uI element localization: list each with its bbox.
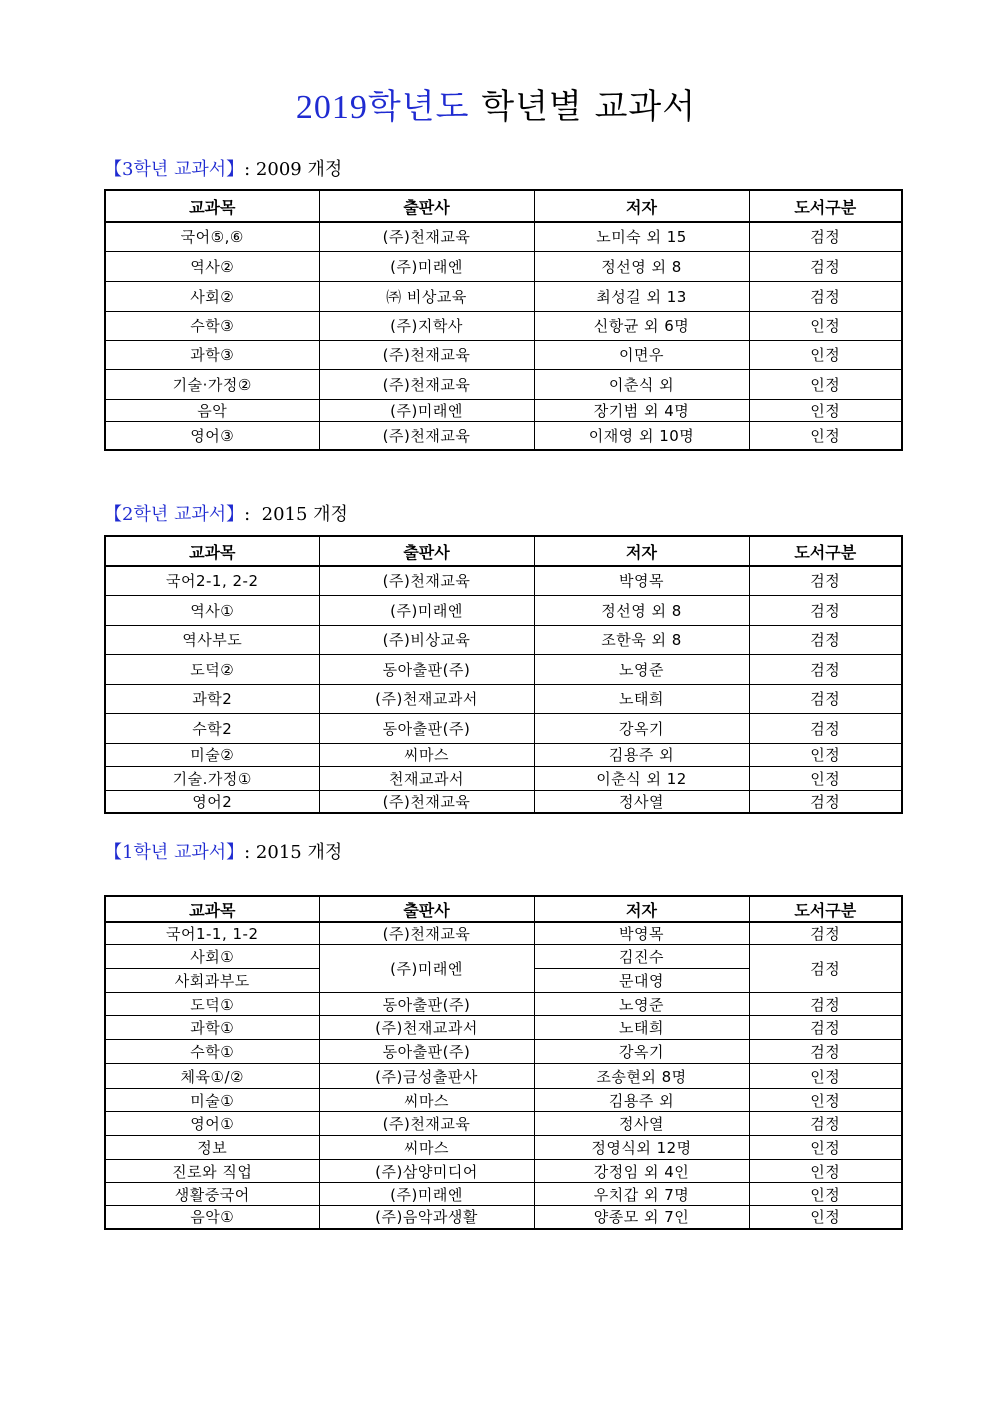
cell-publisher: (주)천재교육: [319, 340, 534, 369]
table-row: [105, 625, 902, 654]
cell-publisher: 천재교과서: [319, 766, 534, 790]
cell-author: 장기범 외 4명: [534, 399, 749, 421]
cell-subject: 과학2: [105, 684, 319, 713]
cell-publisher: (주)천재교육: [319, 790, 534, 813]
cell-author: 조한욱 외 8: [534, 625, 749, 654]
cell-publisher: (주)천재교육: [319, 922, 534, 945]
header-author: 저자: [534, 896, 749, 922]
cell-author: 김용주 외: [534, 1089, 749, 1112]
section-label: 【3학년 교과서】: [104, 159, 245, 180]
title-text: 학년별 교과서: [481, 87, 697, 127]
cell-publisher: 씨마스: [319, 1136, 534, 1160]
cell-subject: 음악①: [105, 1206, 319, 1229]
cell-publisher: 동아출판(주): [319, 1040, 534, 1064]
table-header-row: [105, 190, 902, 222]
section-heading-grade1: [104, 840, 342, 866]
cell-subject: 역사부도: [105, 625, 319, 654]
table-row: [105, 1160, 902, 1183]
table-row: [105, 766, 902, 790]
table-row: [105, 993, 902, 1016]
cell-publisher: ㈜ 비상교육: [319, 281, 534, 311]
cell-subject: 과학①: [105, 1016, 319, 1040]
cell-author: 이춘식 외: [534, 369, 749, 399]
cell-author: 김용주 외: [534, 743, 749, 766]
table-row: [105, 340, 902, 369]
table-row: [105, 1112, 902, 1136]
cell-category: 인정: [749, 1160, 902, 1183]
cell-subject: 국어2-1, 2-2: [105, 566, 319, 595]
table-header-row: [105, 536, 902, 566]
title-year: 2019학년도: [295, 89, 470, 126]
cell-publisher: (주)지학사: [319, 311, 534, 340]
cell-category: 검정: [749, 1112, 902, 1136]
cell-publisher: (주)금성출판사: [319, 1064, 534, 1089]
cell-category: 검정: [749, 566, 902, 595]
cell-subject: 역사②: [105, 251, 319, 281]
table-row: [105, 1089, 902, 1112]
cell-category: 검정: [749, 684, 902, 713]
cell-category: 검정: [749, 1016, 902, 1040]
cell-author: 강옥기: [534, 1040, 749, 1064]
cell-subject: 도덕②: [105, 654, 319, 684]
cell-category: 검정: [749, 625, 902, 654]
table-row: [105, 945, 902, 969]
section-label: 【1학년 교과서】: [104, 842, 245, 863]
cell-subject: 기술.가정①: [105, 766, 319, 790]
cell-author: 노태희: [534, 684, 749, 713]
cell-publisher: (주)미래엔: [319, 251, 534, 281]
cell-subject: 영어①: [105, 1112, 319, 1136]
cell-subject: 과학③: [105, 340, 319, 369]
cell-subject: 음악: [105, 399, 319, 421]
cell-category: 검정: [749, 654, 902, 684]
cell-publisher: (주)미래엔: [319, 1183, 534, 1206]
table-row: [105, 743, 902, 766]
cell-author: 박영목: [534, 566, 749, 595]
cell-author: 강옥기: [534, 713, 749, 743]
cell-subject: 사회과부도: [105, 969, 319, 993]
cell-author: 이면우: [534, 340, 749, 369]
cell-author: 정영식외 12명: [534, 1136, 749, 1160]
cell-author: 이재영 외 10명: [534, 421, 749, 450]
cell-category: 인정: [749, 340, 902, 369]
table-row: [105, 684, 902, 713]
cell-author: 신항균 외 6명: [534, 311, 749, 340]
section-revision: : 2015 개정: [244, 504, 348, 525]
cell-subject: 기술·가정②: [105, 369, 319, 399]
table-row: [105, 251, 902, 281]
cell-author: 박영목: [534, 922, 749, 945]
cell-author: 이춘식 외 12: [534, 766, 749, 790]
cell-publisher: (주)천재교육: [319, 222, 534, 251]
textbook-table-grade1: [104, 895, 903, 1230]
cell-category: 인정: [749, 1206, 902, 1229]
table-row: [105, 222, 902, 251]
cell-subject: 역사①: [105, 595, 319, 625]
page-title: [0, 84, 992, 131]
cell-publisher: (주)미래엔: [319, 945, 534, 993]
table-row: [105, 654, 902, 684]
header-author: 저자: [534, 190, 749, 222]
header-category: 도서구분: [749, 536, 902, 566]
cell-category: 검정: [749, 993, 902, 1016]
cell-category: 검정: [749, 922, 902, 945]
cell-subject: 생활중국어: [105, 1183, 319, 1206]
section-revision: : 2009 개정: [244, 159, 343, 180]
cell-category: 검정: [749, 713, 902, 743]
table-row: [105, 790, 902, 813]
cell-category: 검정: [749, 1040, 902, 1064]
cell-author: 우치갑 외 7명: [534, 1183, 749, 1206]
cell-subject: 미술②: [105, 743, 319, 766]
table-row: [105, 281, 902, 311]
cell-subject: 영어③: [105, 421, 319, 450]
cell-subject: 체육①/②: [105, 1064, 319, 1089]
cell-author: 조송현외 8명: [534, 1064, 749, 1089]
cell-category: 검정: [749, 790, 902, 813]
cell-category: 인정: [749, 399, 902, 421]
cell-category: 인정: [749, 1089, 902, 1112]
cell-publisher: (주)천재교과서: [319, 684, 534, 713]
cell-subject: 도덕①: [105, 993, 319, 1016]
cell-subject: 수학①: [105, 1040, 319, 1064]
cell-author: 최성길 외 13: [534, 281, 749, 311]
cell-category: 인정: [749, 1136, 902, 1160]
cell-author: 정선영 외 8: [534, 595, 749, 625]
table-row: [105, 566, 902, 595]
cell-subject: 국어1-1, 1-2: [105, 922, 319, 945]
cell-author: 양종모 외 7인: [534, 1206, 749, 1229]
cell-publisher: (주)천재교육: [319, 1112, 534, 1136]
header-author: 저자: [534, 536, 749, 566]
textbook-table-grade2: [104, 535, 903, 814]
table-row: [105, 713, 902, 743]
cell-category: 검정: [749, 251, 902, 281]
cell-author: 노미숙 외 15: [534, 222, 749, 251]
cell-subject: 수학③: [105, 311, 319, 340]
header-category: 도서구분: [749, 190, 902, 222]
header-publisher: 출판사: [319, 896, 534, 922]
header-subject: 교과목: [105, 896, 319, 922]
cell-subject: 수학2: [105, 713, 319, 743]
table-row: [105, 1183, 902, 1206]
cell-publisher: (주)미래엔: [319, 399, 534, 421]
cell-author: 강정임 외 4인: [534, 1160, 749, 1183]
cell-category: 인정: [749, 766, 902, 790]
table-row: [105, 1016, 902, 1040]
cell-publisher: (주)삼양미디어: [319, 1160, 534, 1183]
header-publisher: 출판사: [319, 190, 534, 222]
header-category: 도서구분: [749, 896, 902, 922]
cell-subject: 진로와 직업: [105, 1160, 319, 1183]
cell-publisher: (주)천재교육: [319, 421, 534, 450]
cell-author: 정선영 외 8: [534, 251, 749, 281]
cell-author: 김진수: [534, 945, 749, 969]
cell-category: 인정: [749, 369, 902, 399]
cell-subject: 미술①: [105, 1089, 319, 1112]
table-row: [105, 595, 902, 625]
cell-subject: 국어⑤,⑥: [105, 222, 319, 251]
header-publisher: 출판사: [319, 536, 534, 566]
cell-publisher: 동아출판(주): [319, 654, 534, 684]
cell-author: 노태희: [534, 1016, 749, 1040]
section-revision: : 2015 개정: [244, 842, 343, 863]
table-row: [105, 399, 902, 421]
cell-publisher: 씨마스: [319, 1089, 534, 1112]
cell-author: 정사열: [534, 790, 749, 813]
cell-publisher: (주)미래엔: [319, 595, 534, 625]
section-label: 【2학년 교과서】: [104, 504, 245, 525]
header-subject: 교과목: [105, 536, 319, 566]
cell-subject: 사회①: [105, 945, 319, 969]
table-row: [105, 1136, 902, 1160]
table-row: [105, 369, 902, 399]
cell-publisher: (주)천재교과서: [319, 1016, 534, 1040]
cell-publisher: (주)천재교육: [319, 369, 534, 399]
textbook-table-grade3: [104, 189, 903, 451]
cell-subject: 영어2: [105, 790, 319, 813]
cell-publisher: (주)비상교육: [319, 625, 534, 654]
cell-publisher: (주)천재교육: [319, 566, 534, 595]
cell-category: 인정: [749, 421, 902, 450]
cell-publisher: 동아출판(주): [319, 993, 534, 1016]
cell-publisher: 씨마스: [319, 743, 534, 766]
cell-author: 노영준: [534, 654, 749, 684]
cell-author: 노영준: [534, 993, 749, 1016]
table-row: [105, 1206, 902, 1229]
cell-category: 검정: [749, 945, 902, 993]
cell-publisher: 동아출판(주): [319, 713, 534, 743]
cell-category: 검정: [749, 595, 902, 625]
cell-category: 인정: [749, 311, 902, 340]
header-subject: 교과목: [105, 190, 319, 222]
cell-category: 인정: [749, 1183, 902, 1206]
cell-author: 정사열: [534, 1112, 749, 1136]
cell-subject: 사회②: [105, 281, 319, 311]
cell-category: 인정: [749, 1064, 902, 1089]
table-header-row: [105, 896, 902, 922]
cell-author: 문대영: [534, 969, 749, 993]
table-row: [105, 922, 902, 945]
cell-subject: 정보: [105, 1136, 319, 1160]
section-heading-grade2: [104, 502, 348, 528]
section-heading-grade3: [104, 157, 342, 183]
table-row: [105, 311, 902, 340]
table-row: [105, 421, 902, 450]
table-row: [105, 1040, 902, 1064]
cell-category: 검정: [749, 281, 902, 311]
cell-publisher: (주)음악과생활: [319, 1206, 534, 1229]
cell-category: 검정: [749, 222, 902, 251]
table-row: [105, 1064, 902, 1089]
cell-category: 인정: [749, 743, 902, 766]
